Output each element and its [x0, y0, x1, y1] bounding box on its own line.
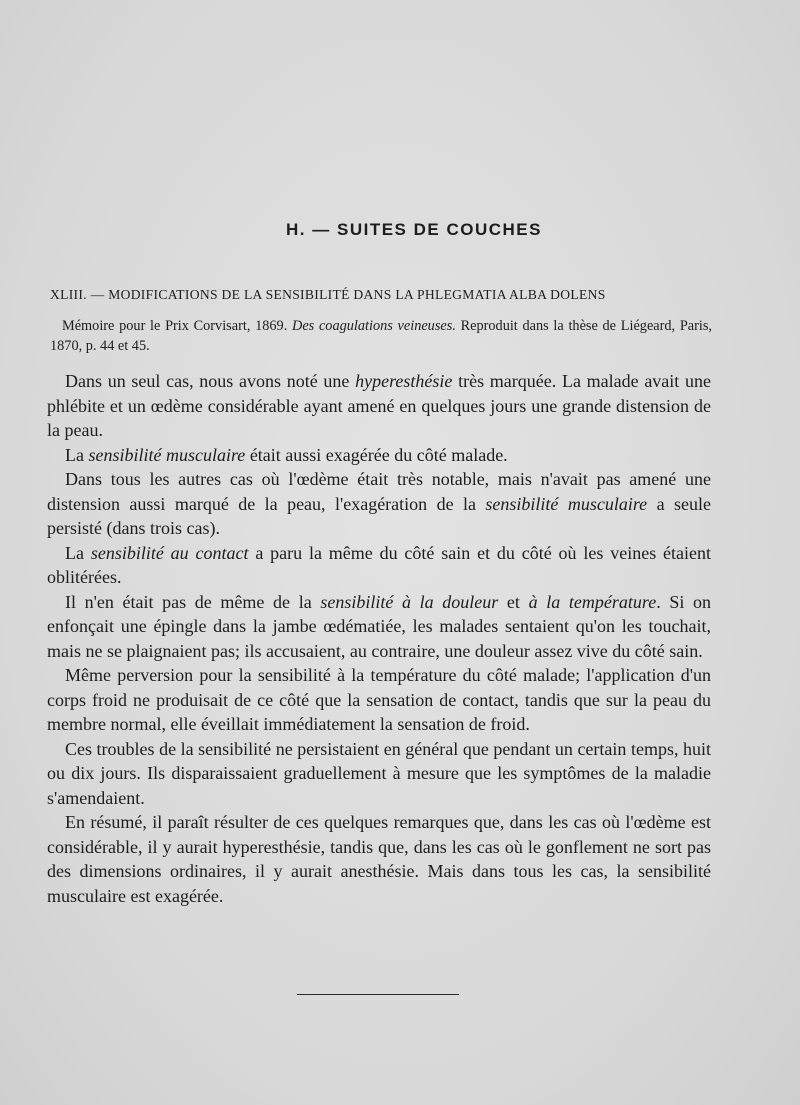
text: Il n'en était pas de même de la [65, 591, 321, 612]
text: a paru la même du côté sain et du côté où les veines étaient oblitérées. [47, 542, 712, 587]
paragraph-7 [47, 737, 711, 811]
text: La [65, 444, 89, 465]
text: a seule persisté (dans trois cas). [47, 493, 711, 538]
text: Dans tous les autres cas où l'œdème était très notable, mais n'avait pas amené une distension aussi marqué de la peau, l'exagération de la [47, 469, 711, 514]
paragraph-2 [47, 443, 711, 468]
emphasis: à la température [528, 591, 657, 612]
paragraph-5 [47, 590, 711, 664]
emphasis: sensibilité musculaire [88, 444, 246, 465]
citation-title: Des coagulations veineuses. [292, 318, 456, 334]
text: La [65, 542, 91, 563]
body-text [47, 369, 711, 908]
emphasis: sensibilité musculaire [485, 493, 648, 514]
citation-text-2: Reproduit dans la thèse de Liégeard, Paris, 1870, p. 44 et 45. [50, 318, 712, 354]
emphasis: sensibilité à la douleur [320, 591, 499, 612]
citation-text: Mémoire pour le Prix Corvisart, 1869. [62, 318, 292, 334]
text: Dans un seul cas, nous avons noté une [65, 371, 356, 391]
paragraph-3 [47, 467, 711, 541]
chapter-title: XLIII. — MODIFICATIONS DE LA SENSIBILITÉ DANS LA PHLEGMATIA ALBA DOLENS [50, 287, 606, 302]
paragraph-8 [47, 810, 711, 908]
emphasis: sensibilité au contact [90, 542, 249, 563]
paragraph-1 [47, 369, 711, 443]
text: En résumé, il paraît résulter de ces quelques remarques que, dans les cas où l'œdème est considérable, il y aurait hyperesthésie, tandis que, dans les cas où le gonflement ne sort pas des dimensions ordinaires, il y aurait anesthésie. Mais dans tous les cas, la sensibilité musculaire est exagérée. [47, 812, 711, 906]
text: très marquée. La malade avait une phlébite et un œdème considérable ayant amené en quelques jours une grande distension de la peau. [47, 371, 711, 440]
end-rule-divider [297, 994, 459, 995]
paragraph-4 [47, 541, 711, 590]
text: Ces troubles de la sensibilité ne persistaient en général que pendant un certain temps, huit ou dix jours. Ils disparaissaient graduellement à mesure que les symptômes de la maladie s'amendaient. [47, 738, 711, 808]
text: était aussi exagérée du côté malade. [245, 444, 508, 465]
text: Même perversion pour la sensibilité à la température du côté malade; l'application d'un corps froid ne produisait de ce côté que la sensation de contact, tandis que sur la peau du membre normal, elle éveillait immédiatement la sensation de froid. [47, 665, 711, 734]
paragraph-6 [47, 663, 711, 737]
section-title: H. — SUITES DE COUCHES [286, 220, 542, 239]
text: et [498, 591, 529, 612]
text: . Si on enfonçait une épingle dans la jambe œdématiée, les malades sentaient qu'on les touchait, mais ne se plaignaient pas; ils accusaient, au contraire, une douleur assez vive du côté sain. [47, 591, 711, 661]
emphasis: hyperesthésie [355, 371, 453, 391]
citation [50, 316, 712, 356]
